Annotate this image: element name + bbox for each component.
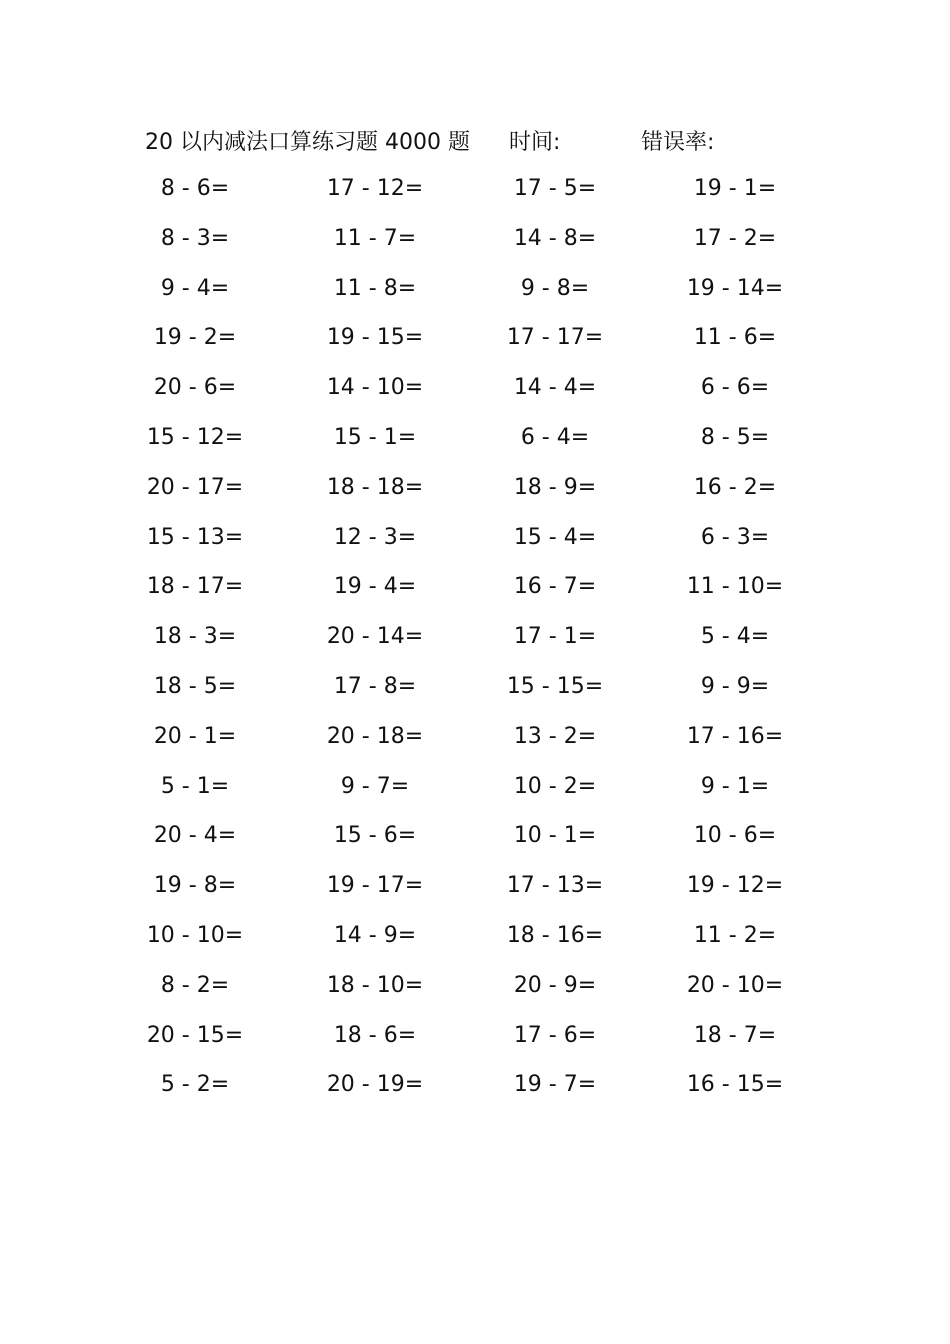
problem-item: 17 - 12=	[326, 176, 424, 201]
problem-item: 20 - 9=	[513, 972, 597, 998]
problem-item: 19 - 4=	[333, 574, 417, 600]
problem-item: 17 - 17=	[506, 325, 604, 351]
problem-item: 10 - 6=	[693, 823, 777, 849]
problem-item: 17 - 1=	[513, 624, 597, 650]
problem-item: 5 - 2=	[160, 1072, 230, 1098]
problem-item: 15 - 12=	[146, 425, 244, 450]
problem-item: 19 - 14=	[686, 275, 784, 301]
problem-item: 19 - 12=	[686, 873, 784, 899]
problem-item: 10 - 10=	[146, 923, 244, 948]
problem-item: 12 - 3=	[333, 524, 417, 550]
problem-item: 6 - 6=	[700, 375, 770, 401]
problem-item: 20 - 4=	[153, 823, 237, 849]
problem-item: 5 - 4=	[700, 624, 770, 650]
problem-item: 19 - 1=	[693, 176, 777, 201]
problem-item: 18 - 16=	[506, 923, 604, 948]
problem-item: 20 - 1=	[153, 723, 237, 749]
problem-item: 20 - 6=	[153, 375, 237, 401]
problem-item: 17 - 2=	[693, 225, 777, 251]
problem-item: 18 - 5=	[153, 674, 237, 699]
problem-item: 9 - 4=	[160, 275, 230, 301]
worksheet-title: 20 以内减法口算练习题 4000 题	[145, 130, 470, 155]
problem-item: 9 - 9=	[700, 674, 770, 699]
problem-item: 18 - 3=	[153, 624, 237, 650]
problem-item: 11 - 2=	[693, 923, 777, 948]
problem-item: 8 - 5=	[700, 425, 770, 450]
problem-item: 9 - 7=	[340, 773, 410, 799]
problem-item: 19 - 2=	[153, 325, 237, 351]
problem-item: 19 - 17=	[326, 873, 424, 899]
problem-item: 17 - 8=	[333, 674, 417, 699]
problem-item: 6 - 3=	[700, 524, 770, 550]
problem-item: 17 - 6=	[513, 1022, 597, 1048]
problem-item: 20 - 15=	[146, 1022, 244, 1048]
problem-item: 18 - 10=	[326, 972, 424, 998]
problem-item: 16 - 7=	[513, 574, 597, 600]
problem-item: 20 - 14=	[326, 624, 424, 650]
problem-item: 15 - 15=	[506, 674, 604, 699]
problem-item: 14 - 10=	[326, 375, 424, 401]
problem-item: 18 - 9=	[513, 474, 597, 500]
problem-item: 8 - 3=	[160, 225, 230, 251]
time-label: 时间:	[509, 130, 561, 155]
problem-item: 16 - 2=	[693, 474, 777, 500]
problem-item: 16 - 15=	[686, 1072, 784, 1098]
problem-item: 5 - 1=	[160, 773, 230, 799]
problem-item: 15 - 6=	[333, 823, 417, 849]
problem-item: 11 - 8=	[333, 275, 417, 301]
problem-item: 18 - 7=	[693, 1022, 777, 1048]
problem-item: 11 - 6=	[693, 325, 777, 351]
problem-item: 20 - 10=	[686, 972, 784, 998]
problem-item: 11 - 7=	[333, 225, 417, 251]
problem-item: 18 - 18=	[326, 474, 424, 500]
problem-item: 14 - 9=	[333, 923, 417, 948]
problem-item: 15 - 13=	[146, 524, 244, 550]
worksheet-header	[0, 126, 950, 160]
problem-item: 20 - 18=	[326, 723, 424, 749]
problem-item: 13 - 2=	[513, 723, 597, 749]
problem-item: 19 - 8=	[153, 873, 237, 899]
problem-item: 17 - 5=	[513, 176, 597, 201]
problem-item: 8 - 2=	[160, 972, 230, 998]
problem-item: 9 - 8=	[520, 275, 590, 301]
problem-item: 18 - 17=	[146, 574, 244, 600]
error-rate-label: 错误率:	[641, 130, 715, 155]
problem-grid	[0, 172, 950, 1122]
problem-item: 17 - 16=	[686, 723, 784, 749]
problem-item: 6 - 4=	[520, 425, 590, 450]
problem-item: 11 - 10=	[686, 574, 784, 600]
problem-item: 9 - 1=	[700, 773, 770, 799]
problem-item: 20 - 19=	[326, 1072, 424, 1098]
problem-item: 19 - 15=	[326, 325, 424, 351]
problem-item: 14 - 4=	[513, 375, 597, 401]
problem-item: 19 - 7=	[513, 1072, 597, 1098]
problem-item: 18 - 6=	[333, 1022, 417, 1048]
problem-item: 17 - 13=	[506, 873, 604, 899]
problem-item: 14 - 8=	[513, 225, 597, 251]
problem-item: 8 - 6=	[160, 176, 230, 201]
problem-item: 20 - 17=	[146, 474, 244, 500]
problem-item: 15 - 4=	[513, 524, 597, 550]
problem-item: 10 - 1=	[513, 823, 597, 849]
problem-item: 10 - 2=	[513, 773, 597, 799]
problem-item: 15 - 1=	[333, 425, 417, 450]
